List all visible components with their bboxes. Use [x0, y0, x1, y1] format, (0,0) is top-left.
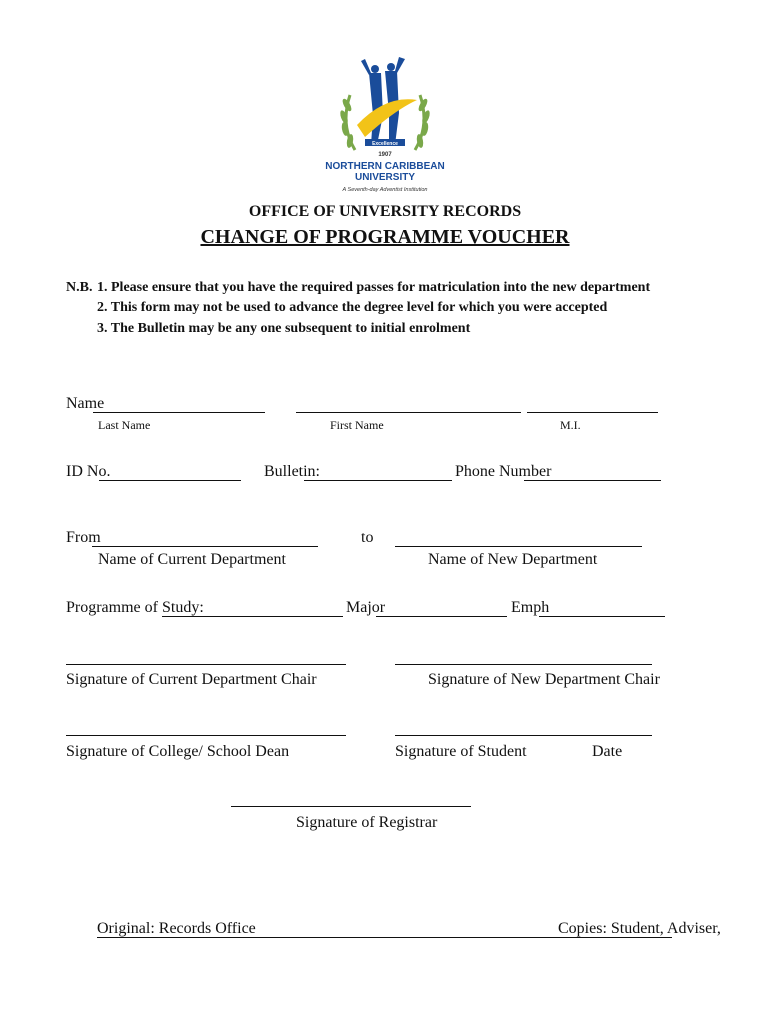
gold-swoosh-icon [357, 99, 417, 137]
logo-banner: Excellence [372, 141, 398, 147]
university-logo [325, 55, 445, 200]
programme-label: Programme of Study: [66, 599, 204, 616]
registrar-caption: Signature of Registrar [296, 814, 438, 831]
current-chair-caption: Signature of Current Department Chair [66, 671, 317, 688]
last-name-field[interactable] [93, 412, 265, 413]
name-label: Name [66, 395, 105, 412]
id-field[interactable] [99, 480, 241, 481]
dean-caption: Signature of College/ School Dean [66, 743, 290, 760]
page-title: CHANGE OF PROGRAMME VOUCHER [200, 226, 570, 248]
last-name-caption: Last Name [98, 418, 151, 432]
office-heading: OFFICE OF UNIVERSITY RECORDS [248, 203, 522, 220]
logo-year: 1907 [378, 152, 392, 158]
first-name-caption: First Name [330, 418, 384, 432]
major-label: Major [346, 599, 386, 616]
phone-field[interactable] [524, 480, 661, 481]
mi-field[interactable] [527, 412, 658, 413]
note-2: 2. This form may not be used to advance the degree level for which you were accepted [97, 300, 608, 315]
new-department-caption: Name of New Department [428, 551, 598, 568]
to-label: to [361, 529, 374, 546]
footer-copies: Copies: Student, Adviser, [558, 920, 721, 937]
nb-label: N.B. [66, 280, 93, 295]
major-field[interactable] [376, 616, 507, 617]
footer-original: Original: Records Office [97, 920, 256, 937]
programme-field[interactable] [162, 616, 343, 617]
new-department-field[interactable] [395, 546, 642, 547]
id-label: ID No. [66, 463, 111, 480]
note-1: 1. Please ensure that you have the required passes for matriculation into the new department [97, 280, 651, 295]
new-chair-signature-line[interactable] [395, 664, 652, 665]
current-department-caption: Name of Current Department [98, 551, 286, 568]
student-caption: Signature of Student [395, 743, 527, 760]
emph-field[interactable] [539, 616, 665, 617]
emph-label: Emph [511, 599, 550, 616]
dean-signature-line[interactable] [66, 735, 346, 736]
phone-label: Phone Number [455, 463, 552, 480]
new-chair-caption: Signature of New Department Chair [428, 671, 660, 688]
bulletin-label: Bulletin: [264, 463, 320, 480]
bulletin-field[interactable] [304, 480, 452, 481]
current-department-field[interactable] [92, 546, 318, 547]
mi-caption: M.I. [560, 418, 581, 432]
student-signature-line[interactable] [395, 735, 652, 736]
logo-tagline: A Seventh-day Adventist Institution [342, 187, 428, 193]
note-3: 3. The Bulletin may be any one subsequent to initial enrolment [97, 321, 471, 336]
date-caption: Date [592, 743, 623, 760]
logo-name-line1: NORTHERN CARIBBEAN [325, 161, 445, 172]
from-label: From [66, 529, 101, 546]
logo-name-line2: UNIVERSITY [354, 172, 416, 183]
current-chair-signature-line[interactable] [66, 664, 346, 665]
first-name-field[interactable] [296, 412, 521, 413]
registrar-signature-line[interactable] [231, 806, 471, 807]
